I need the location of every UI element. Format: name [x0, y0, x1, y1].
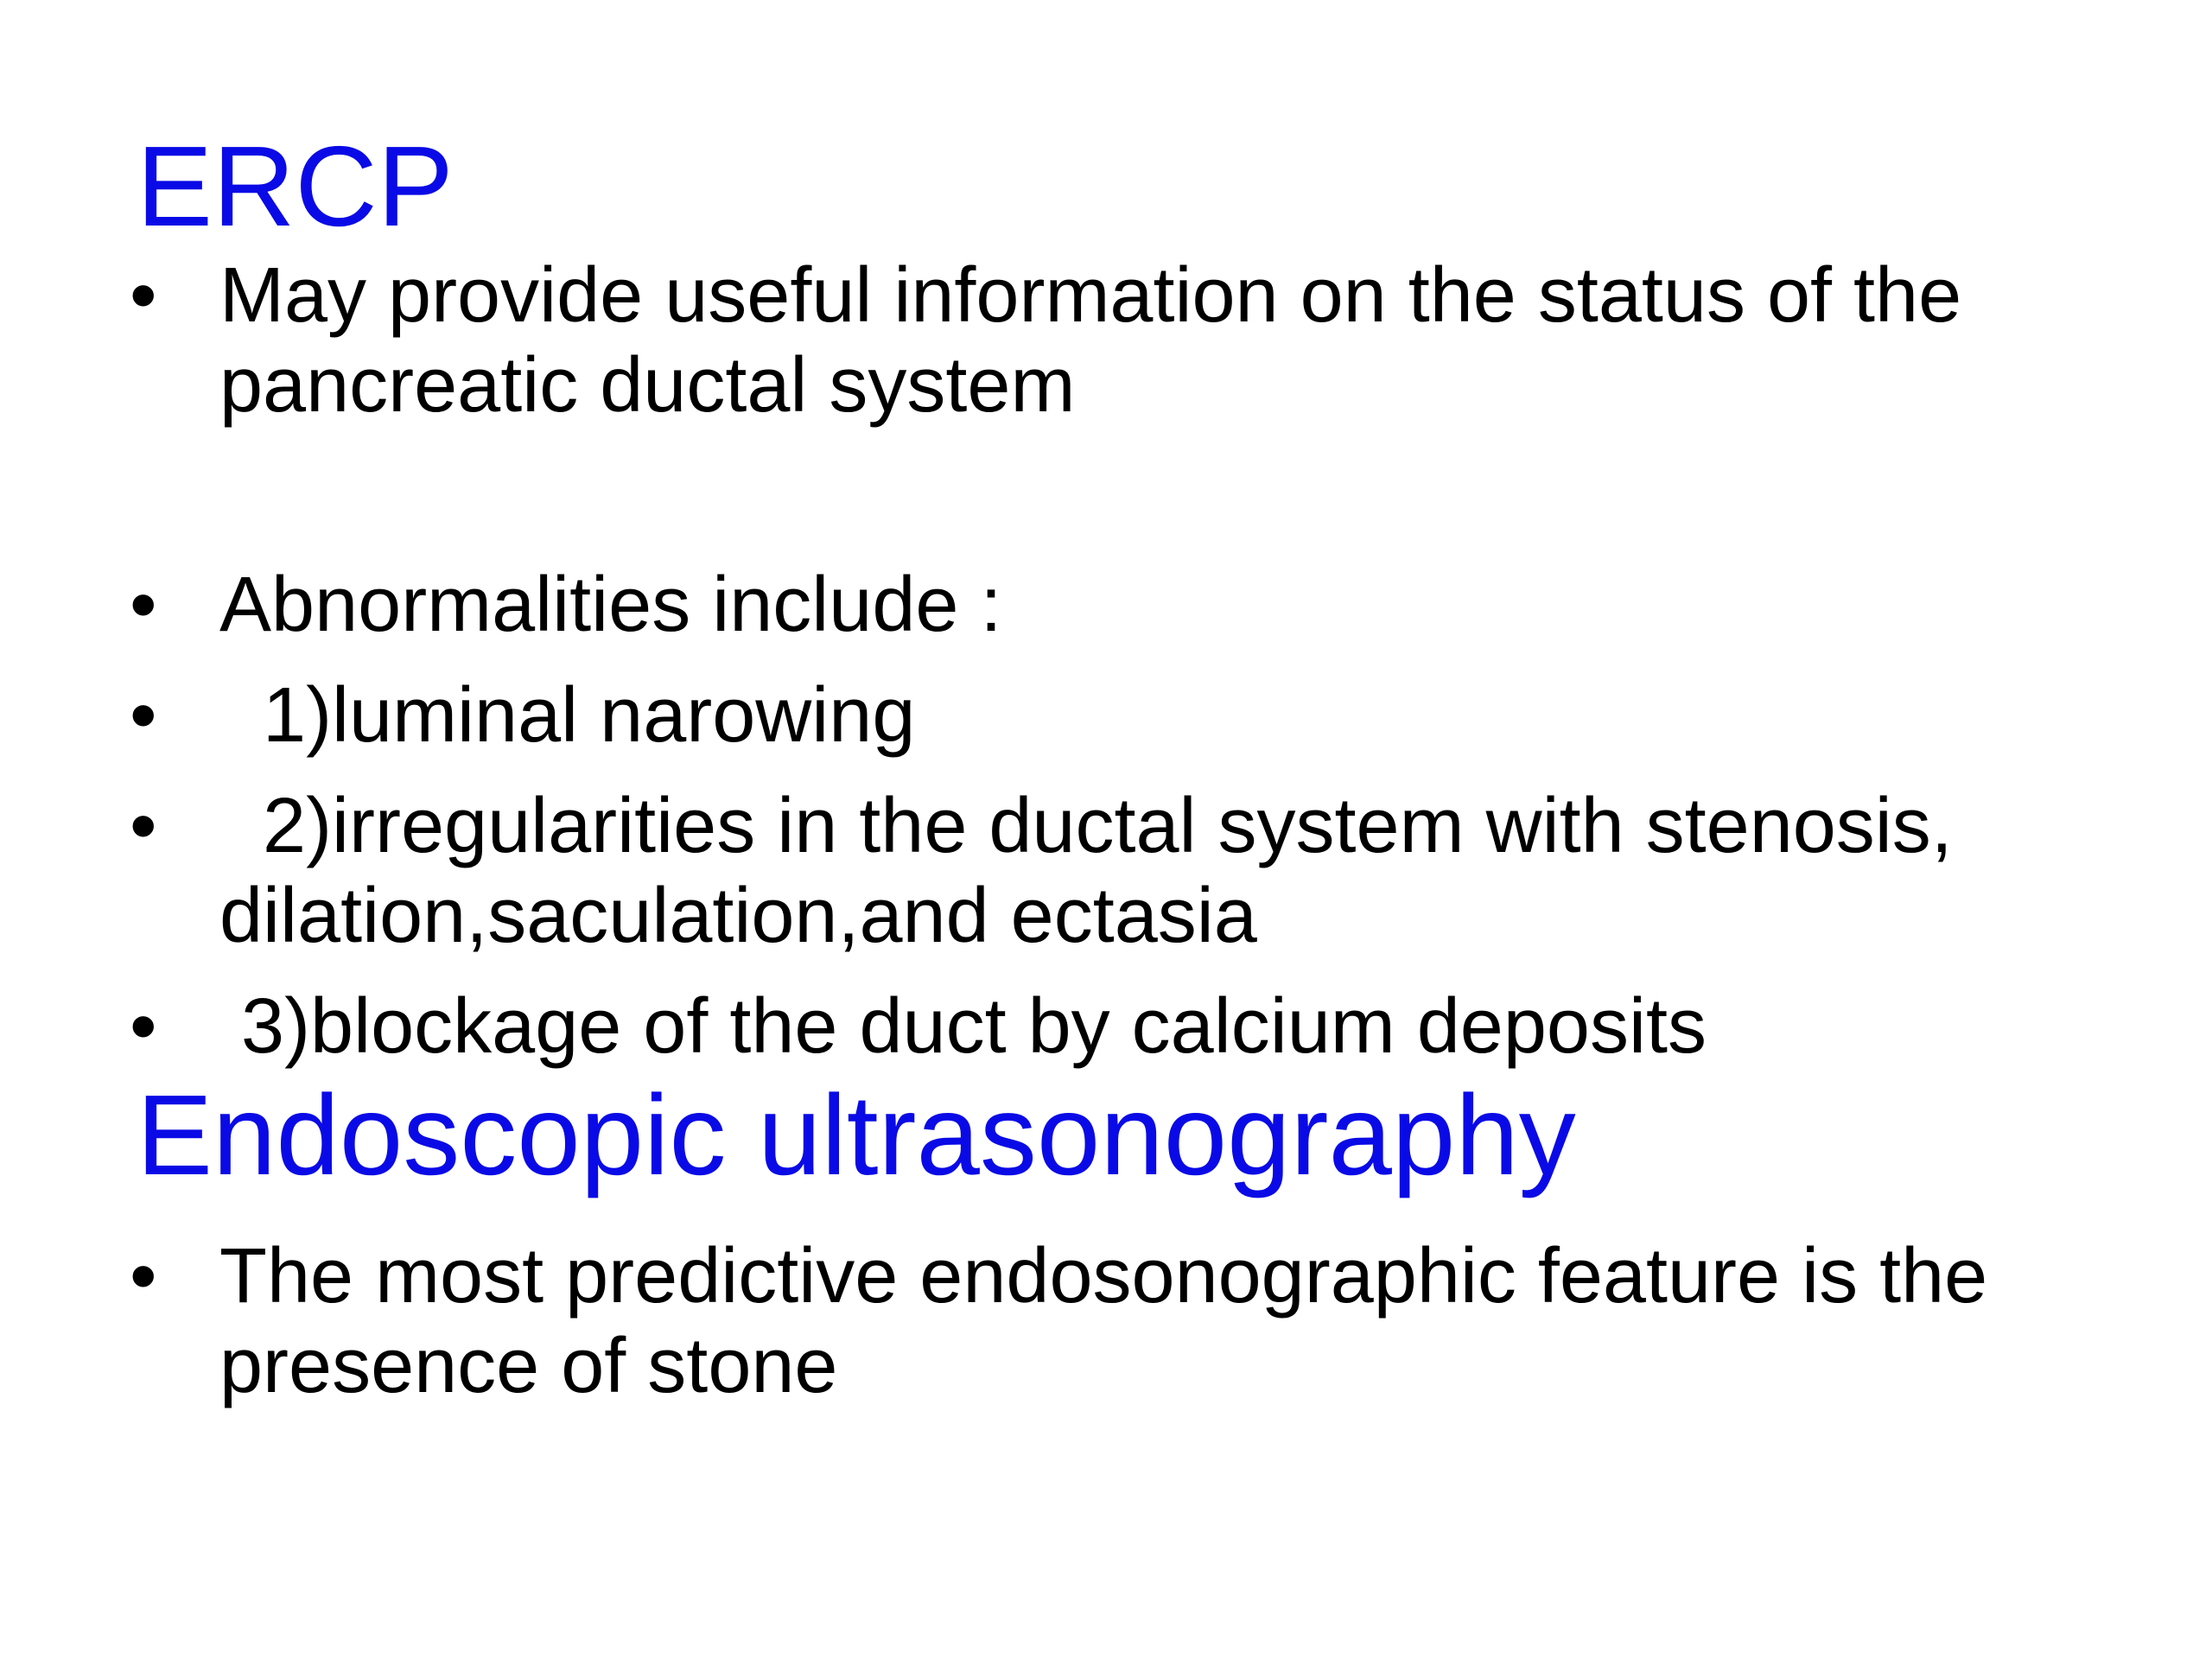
list-item	[130, 251, 2117, 430]
bullet-text: The most predictive endosonographic feature is the presence of stone	[219, 1233, 2010, 1409]
bullet-text: 3)blockage of the duct by calcium deposits	[219, 983, 1707, 1070]
eus-bullet-list	[130, 1231, 2117, 1411]
section-heading-ercp: ERCP	[137, 123, 454, 250]
bullet-text: May provide useful information on the status of the pancreatic ductal system	[219, 252, 1984, 429]
bullet-icon: •	[130, 783, 157, 869]
list-item	[130, 671, 2117, 760]
list-item	[130, 560, 2117, 650]
bullet-icon: •	[130, 252, 157, 339]
bullet-icon: •	[130, 983, 157, 1070]
list-item	[130, 982, 2117, 1071]
bullet-icon: •	[130, 672, 157, 759]
bullet-text: Abnormalities include :	[219, 562, 1002, 648]
section-heading-endoscopic-ultrasonography: Endoscopic ultrasonography	[137, 1071, 1576, 1198]
ercp-bullet-list	[130, 251, 2117, 1071]
bullet-text: 2)irregularities in the ductal system with stenosis, dilation,saculation,and ectasia	[219, 783, 1974, 959]
bullet-icon: •	[130, 562, 157, 648]
list-item	[130, 781, 2117, 961]
bullet-text: 1)luminal narowing	[219, 672, 916, 759]
list-item	[130, 1231, 2117, 1411]
bullet-icon: •	[130, 1233, 157, 1319]
